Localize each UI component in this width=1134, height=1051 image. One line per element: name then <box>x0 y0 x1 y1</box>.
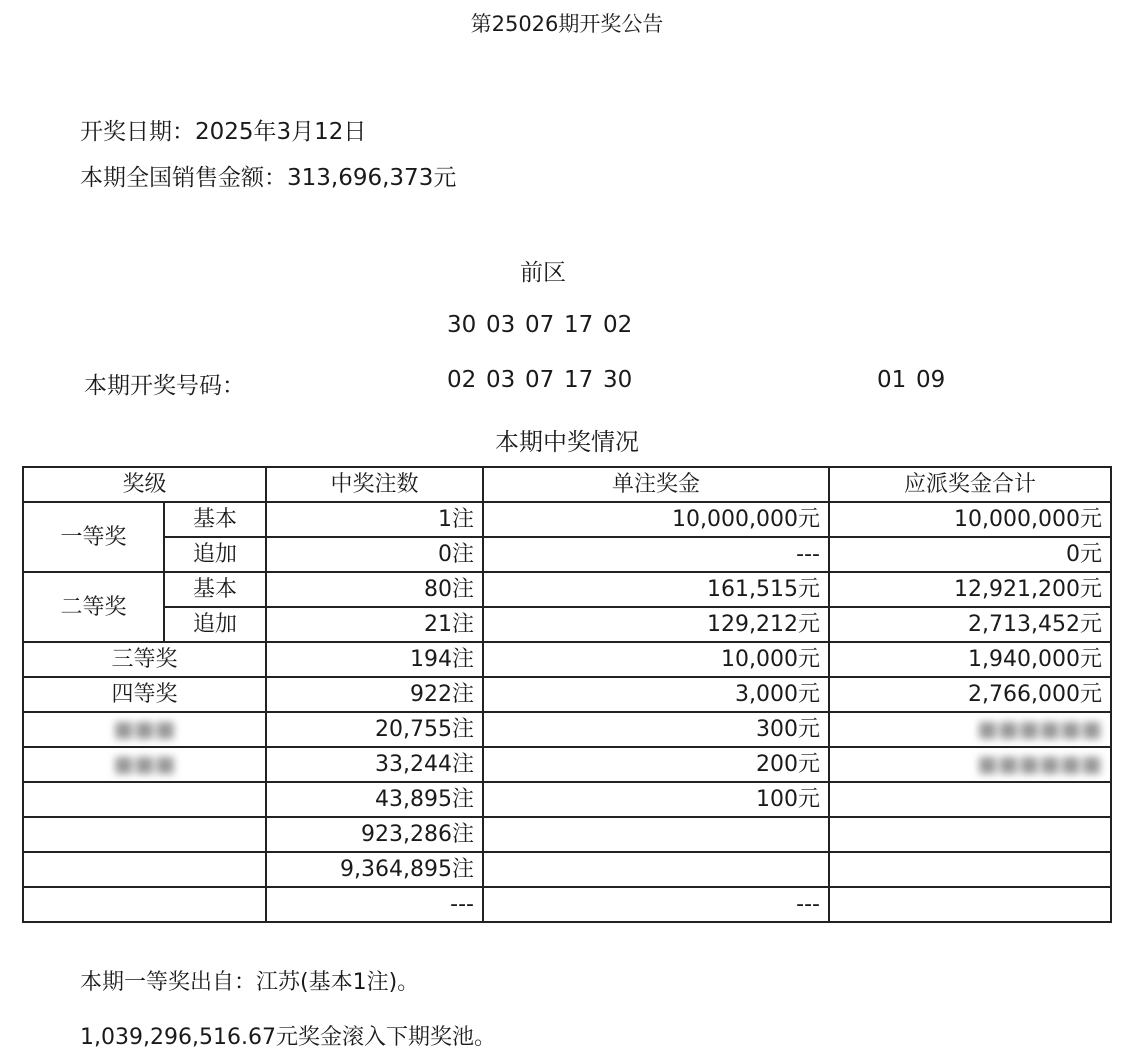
table-row <box>23 642 1111 677</box>
cell-unit: 3,000元 <box>483 677 829 712</box>
tier-name: 四等奖 <box>23 677 266 712</box>
header-total: 应派奖金合计 <box>829 467 1111 502</box>
cell-unit: --- <box>483 537 829 572</box>
blurred-tier-name <box>23 782 266 817</box>
front-number: 17 <box>564 367 594 393</box>
cell-count: 43,895注 <box>266 782 483 817</box>
order-number: 03 <box>486 312 516 338</box>
draw-date: 开奖日期：2025年3月12日 <box>80 119 367 145</box>
cell-count: 21注 <box>266 607 483 642</box>
blurred-tier-name <box>23 852 266 887</box>
header-unit: 单注奖金 <box>483 467 829 502</box>
cell-count: 194注 <box>266 642 483 677</box>
cell-unit: 129,212元 <box>483 607 829 642</box>
sales-amount: 本期全国销售金额：313,696,373元 <box>80 165 457 191</box>
blurred-unit <box>483 852 829 887</box>
jackpot-origin: 本期一等奖出自：江苏(基本1注)。 <box>80 970 420 995</box>
header-tier: 奖级 <box>23 467 266 502</box>
front-zone-numbers <box>447 367 632 393</box>
cell-unit: 300元 <box>483 712 829 747</box>
blurred-tier-name: ■■■ <box>23 712 266 747</box>
cell-unit: 10,000,000元 <box>483 502 829 537</box>
front-number: 07 <box>525 367 555 393</box>
blurred-unit <box>483 817 829 852</box>
cell-unit: --- <box>483 887 829 922</box>
blurred-total <box>829 817 1111 852</box>
blurred-total: ■■■■■■ <box>829 747 1111 782</box>
back-number: 09 <box>916 367 946 393</box>
cell-unit: 10,000元 <box>483 642 829 677</box>
front-number: 03 <box>486 367 516 393</box>
cell-unit: 100元 <box>483 782 829 817</box>
prize-heading: 本期中奖情况 <box>495 428 639 456</box>
blurred-total: ■■■■■■ <box>829 712 1111 747</box>
cell-count: 923,286注 <box>266 817 483 852</box>
table-row <box>23 817 1111 852</box>
table-row <box>23 852 1111 887</box>
blurred-tier-name: ■■■ <box>23 747 266 782</box>
sub-type: 追加 <box>164 607 266 642</box>
tier-name: 一等奖 <box>23 502 164 572</box>
table-row <box>23 537 1111 572</box>
prize-table <box>22 466 1112 923</box>
table-row <box>23 712 1111 747</box>
table-row <box>23 782 1111 817</box>
table-row <box>23 747 1111 782</box>
table-row <box>23 677 1111 712</box>
front-number: 02 <box>447 367 477 393</box>
table-row <box>23 887 1111 922</box>
cell-count: 9,364,895注 <box>266 852 483 887</box>
cell-total: 12,921,200元 <box>829 572 1111 607</box>
cell-total: 2,713,452元 <box>829 607 1111 642</box>
order-number: 17 <box>564 312 594 338</box>
header-count: 中奖注数 <box>266 467 483 502</box>
draw-order-numbers <box>447 312 632 338</box>
cell-count: --- <box>266 887 483 922</box>
cell-unit: 161,515元 <box>483 572 829 607</box>
back-number: 01 <box>877 367 907 393</box>
sub-type: 基本 <box>164 572 266 607</box>
tier-name: 三等奖 <box>23 642 266 677</box>
blurred-total <box>829 887 1111 922</box>
blurred-tier-name <box>23 817 266 852</box>
table-row <box>23 607 1111 642</box>
winning-numbers-label: 本期开奖号码： <box>84 373 245 399</box>
cell-count: 0注 <box>266 537 483 572</box>
order-number: 07 <box>525 312 555 338</box>
back-zone-numbers <box>877 367 945 393</box>
page-title: 第25026期开奖公告 <box>470 12 664 36</box>
cell-total: 0元 <box>829 537 1111 572</box>
blurred-tier-name <box>23 887 266 922</box>
rollover-pool: 1,039,296,516.67元奖金滚入下期奖池。 <box>80 1025 496 1050</box>
sub-type: 追加 <box>164 537 266 572</box>
front-zone-label: 前区 <box>520 260 566 286</box>
cell-count: 1注 <box>266 502 483 537</box>
sub-type: 基本 <box>164 502 266 537</box>
cell-count: 80注 <box>266 572 483 607</box>
blurred-total <box>829 852 1111 887</box>
front-number: 30 <box>603 367 633 393</box>
table-row <box>23 502 1111 537</box>
order-number: 02 <box>603 312 633 338</box>
blurred-total <box>829 782 1111 817</box>
cell-unit: 200元 <box>483 747 829 782</box>
table-header-row <box>23 467 1111 502</box>
order-number: 30 <box>447 312 477 338</box>
table-row <box>23 572 1111 607</box>
cell-count: 20,755注 <box>266 712 483 747</box>
tier-name: 二等奖 <box>23 572 164 642</box>
cell-count: 922注 <box>266 677 483 712</box>
cell-total: 2,766,000元 <box>829 677 1111 712</box>
cell-total: 1,940,000元 <box>829 642 1111 677</box>
cell-count: 33,244注 <box>266 747 483 782</box>
cell-total: 10,000,000元 <box>829 502 1111 537</box>
